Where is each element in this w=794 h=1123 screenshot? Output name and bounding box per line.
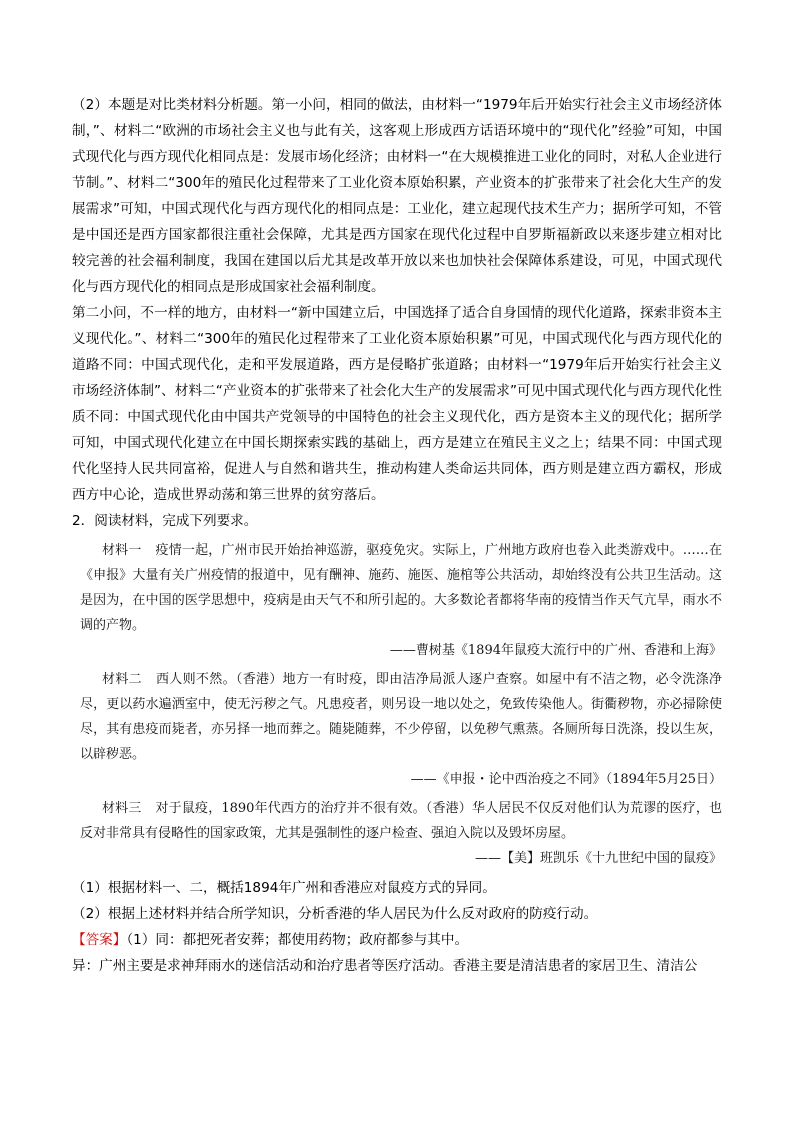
answer-line-2: 异：广州主要是求神拜雨水的迷信活动和治疗患者等医疗活动。香港主要是清洁患者的家居卫生、清洁公 [72, 958, 698, 974]
material-2-text: 西人则不然。（香港）地方一有时疫，即由洁净局派人逐户查察。如屋中有不洁之物，必令洗涤净尽，更以药水遍洒室中，使无污秽之气。凡患疫者，则另设一地以处之，免致传染他人。街衢秽物，亦必掃除使尽，其有患疫而毙者，亦另择一地而葬之。随毙随葬，不少停留，以免秽气熏蒸。各厕所每日洗涤，投以生灰，以辟秽恶。 [80, 672, 722, 762]
material-3-source: ——【美】班凯乐《十九世纪中国的鼠疫》 [474, 851, 722, 866]
material-1-label: 材料一 [102, 543, 142, 558]
material-3-text: 对于鼠疫，1890年代西方的治疗并不很有效。（香港）华人居民不仅反对他们认为荒谬的医疗，也反对非常具有侵略性的国家政策，尤其是强制性的逐户检查、强迫入院以及毁坏房屋。 [80, 801, 722, 841]
answer-line-1 [72, 927, 722, 953]
material-2-label: 材料二 [102, 672, 142, 687]
analysis-paragraph-1: （2）本题是对比类材料分析题。第一小问，相同的做法，由材料一“1979年后开始实行社会主义市场经济体制，”、材料二“欧洲的市场社会主义也与此有关，这客观上形成西方话语环境中的“现代化”经验”可知，中国式现代化与西方现代化相同点是：发展市场化经济；由材料一“在大规模推进工业化的同时，对私人企业进行节制。”、材料二“300年的殖民化过程带来了工业化资本原始积累，产业资本的扩张带来了社会化大生产的发展需求”可知，中国式现代化与西方现代化的相同点是：工业化，建立起现代技术生产力；据所学可知，不管是中国还是西方国家都很注重社会保障，尤其是西方国家在现代化过程中自罗斯福新政以来逐步建立相对比较完善的社会福利制度，我国在建国以后尤其是改革开放以来也加快社会保障体系建设，可见，中国式现代化与西方现代化的相同点是形成国家社会福利制度。 [72, 97, 722, 295]
question-heading: 2．阅读材料，完成下列要求。 [72, 513, 258, 529]
material-1 [72, 538, 722, 638]
document-page [72, 92, 722, 979]
sub-question-1: （1）根据材料一、二，概括1894年广州和香港应对鼠疫方式的异同。 [72, 880, 496, 896]
answer-label: 【答案】 [72, 932, 127, 948]
answer-text-1: （1）同：都把死者安葬；都使用药物；政府都参与其中。 [126, 932, 469, 948]
material-2 [72, 667, 722, 767]
sub-question-2: （2）根据上述材料并结合所学知识，分析香港的华人居民为什么反对政府的防疫行动。 [72, 906, 598, 922]
material-1-text: 疫情一起，广州市民开始抬神巡游，驱疫免灾。实际上，广州地方政府也卷入此类游戏中。……在《申报》大量有关广州疫情的报道中，见有酬神、施药、施医、施棺等公共活动，却始终没有公共卫生活动。这是因为，在中国的医学思想中，疫病是由天气不和所引起的。大多数论者都将华南的疫情当作天气亢旱，雨水不调的产物。 [80, 543, 722, 633]
material-1-source: ——曹树基《1894年鼠疫大流行中的广州、香港和上海》 [389, 643, 722, 658]
material-2-source: ——《申报・论中西治疫之不同》（1894年5月25日） [410, 772, 722, 787]
material-3 [72, 796, 722, 846]
material-3-label: 材料三 [102, 801, 142, 816]
analysis-paragraph-2: 第二小问，不一样的地方，由材料一“新中国建立后，中国选择了适合自身国情的现代化道路，探索非资本主义现代化。”、材料二“300年的殖民化过程带来了工业化资本原始积累”可见，中国式现代化与西方现代化的道路不同：中国式现代化，走和平发展道路，西方是侵略扩张道路；由材料一“1979年后开始实行社会主义市场经济体制”、材料二“产业资本的扩张带来了社会化大生产的发展需求”可见中国式现代化与西方现代化性质不同：中国式现代化由中国共产党领导的中国特色的社会主义现代化，西方是资本主义的现代化；据所学可知，中国式现代化建立在中国长期探索实践的基础上，西方是建立在殖民主义之上；结果不同：中国式现代化坚持人民共同富裕，促进人与自然和谐共生，推动构建人类命运共同体，西方则是建立西方霸权，形成西方中心论，造成世界动荡和第三世界的贫穷落后。 [72, 305, 722, 503]
